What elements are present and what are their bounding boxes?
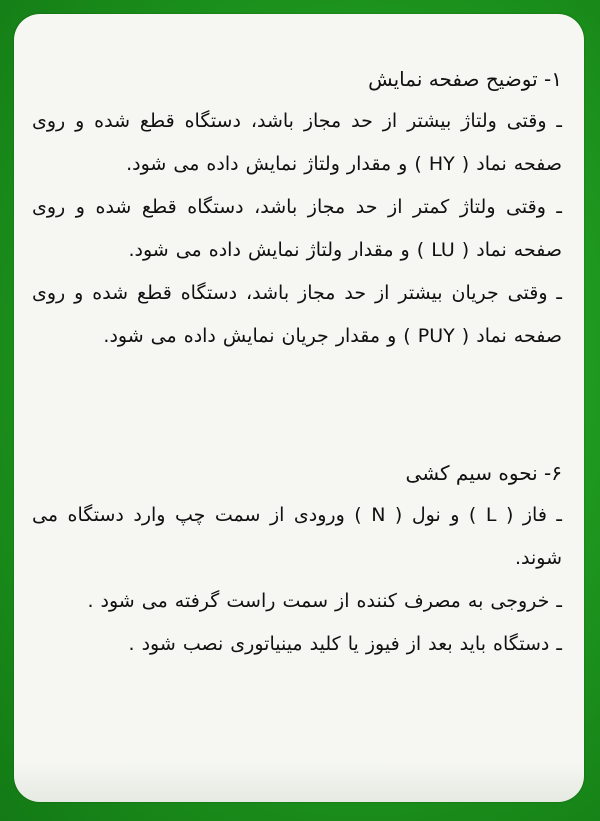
display-section-title: ۱- توضیح صفحه نمایش: [368, 67, 562, 91]
display-item-overvoltage: ـ وقتی ولتاژ بیشتر از حد مجاز باشد، دستگاه قطع شده و روی صفحه نماد ( HY ) و مقدار ولتاژ نمایش داده می شود.: [32, 110, 562, 175]
display-item-overcurrent: ـ وقتی جریان بیشتر از حد مجاز باشد، دستگاه قطع شده و روی صفحه نماد ( PUY ) و مقدار جریان نمایش داده می شود.: [32, 282, 562, 347]
wiring-item-output: ـ خروجی به مصرف کننده از سمت راست گرفته می شود .: [87, 590, 562, 612]
wiring-section-title: ۶- نحوه سیم کشی: [405, 461, 562, 485]
wiring-item-breaker: ـ دستگاه باید بعد از فیوز یا کلید مینیاتوری نصب شود .: [128, 633, 562, 655]
instruction-card: [14, 14, 584, 802]
wiring-section: [32, 458, 562, 666]
wiring-item-input: ـ فاز ( L ) و نول ( N ) ورودی از سمت چپ وارد دستگاه می شوند.: [32, 504, 562, 569]
display-item-undervoltage: ـ وقتی ولتاژ کمتر از حد مجاز باشد، دستگاه قطع شده و روی صفحه نماد ( LU ) و مقدار ولتاژ نمایش داده می شود.: [32, 196, 562, 261]
display-section: [32, 64, 562, 358]
